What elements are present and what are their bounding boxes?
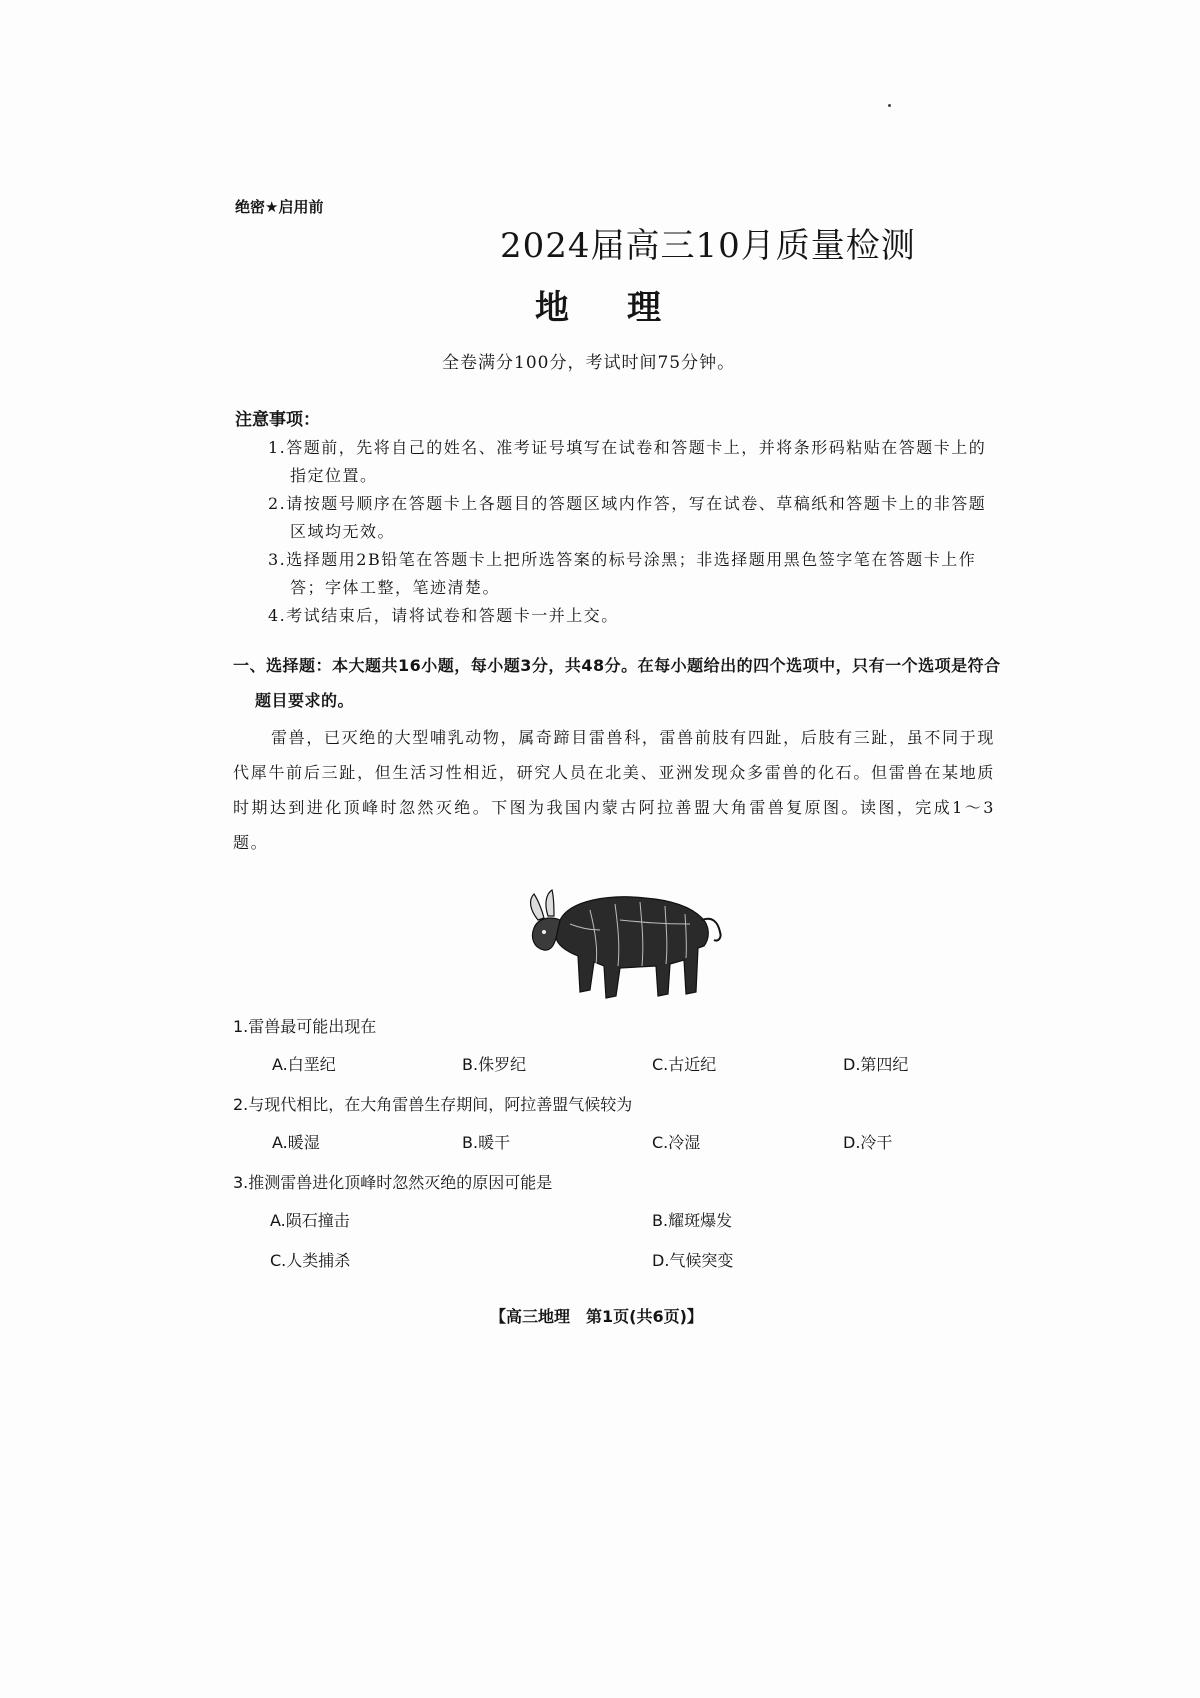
reading-passage: 雷兽，已灭绝的大型哺乳动物，属奇蹄目雷兽科，雷兽前肢有四趾，后肢有三趾，虽不同于现代犀牛前后三趾，但生活习性相近，研究人员在北美、亚洲发现众多雷兽的化石。但雷兽在某地质时期达到进化顶峰时忽然灭绝。下图为我国内蒙古阿拉善盟大角雷兽复原图。读图，完成1～3题。 xyxy=(233,728,995,852)
subject-title: 地理 xyxy=(535,288,719,328)
score-time-line: 全卷满分100分，考试时间75分钟。 xyxy=(442,353,736,373)
notice-heading: 注意事项： xyxy=(235,410,320,430)
q2-option-a: A.暖湿 xyxy=(272,1133,320,1152)
page-footer: 【高三地理 第1页(共6页)】 xyxy=(490,1307,703,1326)
exam-title: 2024届高三10月质量检测 xyxy=(500,226,916,266)
notice-item: 3.选择题用2B铅笔在答题卡上把所选答案的标号涂黑；非选择题用黑色签字笔在答题卡上作答；字体工整，笔迹清楚。 xyxy=(268,550,977,597)
notice-item: 4.考试结束后，请将试卷和答题卡一并上交。 xyxy=(268,606,619,625)
q1-option-b: B.侏罗纪 xyxy=(462,1055,527,1074)
confidential-label: 绝密★启用前 xyxy=(235,198,324,216)
q2-option-b: B.暖干 xyxy=(462,1133,511,1152)
q3-option-b: B.耀斑爆发 xyxy=(652,1211,733,1230)
notice-list xyxy=(268,434,988,630)
q2-option-c: C.冷湿 xyxy=(652,1133,701,1152)
brontothere-illustration xyxy=(520,880,730,1005)
scan-speck xyxy=(888,104,891,107)
question-2-stem: 2.与现代相比，在大角雷兽生存期间，阿拉善盟气候较为 xyxy=(233,1095,633,1114)
q1-option-c: C.古近纪 xyxy=(652,1055,717,1074)
q1-option-a: A.白垩纪 xyxy=(272,1055,336,1074)
q3-option-c: C.人类捕杀 xyxy=(270,1251,351,1270)
q3-option-a: A.陨石撞击 xyxy=(270,1211,350,1230)
q1-option-d: D.第四纪 xyxy=(843,1055,909,1074)
question-3-stem: 3.推测雷兽进化顶峰时忽然灭绝的原因可能是 xyxy=(233,1173,553,1192)
q3-option-d: D.气候突变 xyxy=(652,1251,734,1270)
section-heading: 一、选择题：本大题共16小题，每小题3分，共48分。在每小题给出的四个选项中，只有一个选项是符合题目要求的。 xyxy=(233,656,1001,710)
q2-option-d: D.冷干 xyxy=(843,1133,893,1152)
question-1-stem: 1.雷兽最可能出现在 xyxy=(233,1017,377,1036)
notice-item: 1.答题前，先将自己的姓名、准考证号填写在试卷和答题卡上，并将条形码粘贴在答题卡上的指定位置。 xyxy=(268,438,987,485)
notice-item: 2.请按题号顺序在答题卡上各题目的答题区域内作答，写在试卷、草稿纸和答题卡上的非答题区域均无效。 xyxy=(268,494,987,541)
